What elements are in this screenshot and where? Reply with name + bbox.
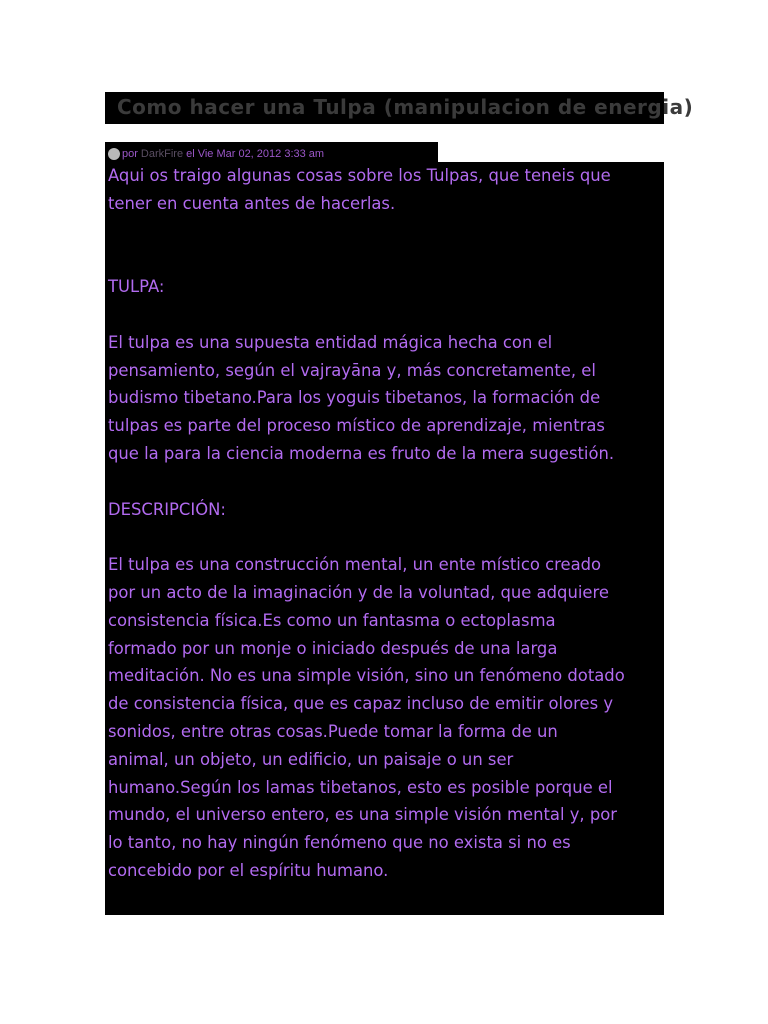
intro-paragraph: Aqui os traigo algunas cosas sobre los Tulpas, que teneis que tener en cuenta antes de hacerlas. [108,166,611,213]
author-link[interactable]: DarkFire [140,147,184,160]
spacer [108,301,660,329]
page-title: Como hacer una Tulpa (manipulacion de energia) [117,95,694,119]
descripcion-paragraph: El tulpa es una construcción mental, un ente místico creado por un acto de la imaginación y de la voluntad, que adquiere consistencia física.Es como un fantasma o ectoplasma formado por un monje o iniciado después de una larga meditación. No es una simple visión, sino un fenómeno dotado de consistencia física, que es capaz incluso de emitir olores y sonidos, entre otras cosas.Puede tomar la forma de un animal, un objeto, un edificio, un paisaje o un ser humano.Según los lamas tibetanos, esto es posible porque el mundo, el universo entero, es una simple visión mental y, por lo tanto, no hay ningún fenómeno que no exista si no es concebido por el espíritu humano. [108,555,625,880]
title-bar [105,92,694,124]
spacer [108,218,660,274]
post-content [105,162,664,915]
heading-tulpa: TULPA: [108,277,165,297]
post-icon [108,148,120,160]
post-meta [105,142,438,162]
heading-descripcion: DESCRIPCIÓN: [108,499,226,519]
spacer [108,523,660,551]
tulpa-paragraph: El tulpa es una supuesta entidad mágica hecha con el pensamiento, según el vajrayāna y, más concretamente, el budismo tibetano.Para los yoguis tibetanos, la formación de tulpas es parte del proceso místico de aprendizaje, mientras que la para la ciencia moderna es fruto de la mera sugestión. [108,332,615,463]
post-date: el Vie Mar 02, 2012 3:33 am [186,147,325,160]
spacer [108,468,660,496]
meta-prefix: por [122,147,138,160]
